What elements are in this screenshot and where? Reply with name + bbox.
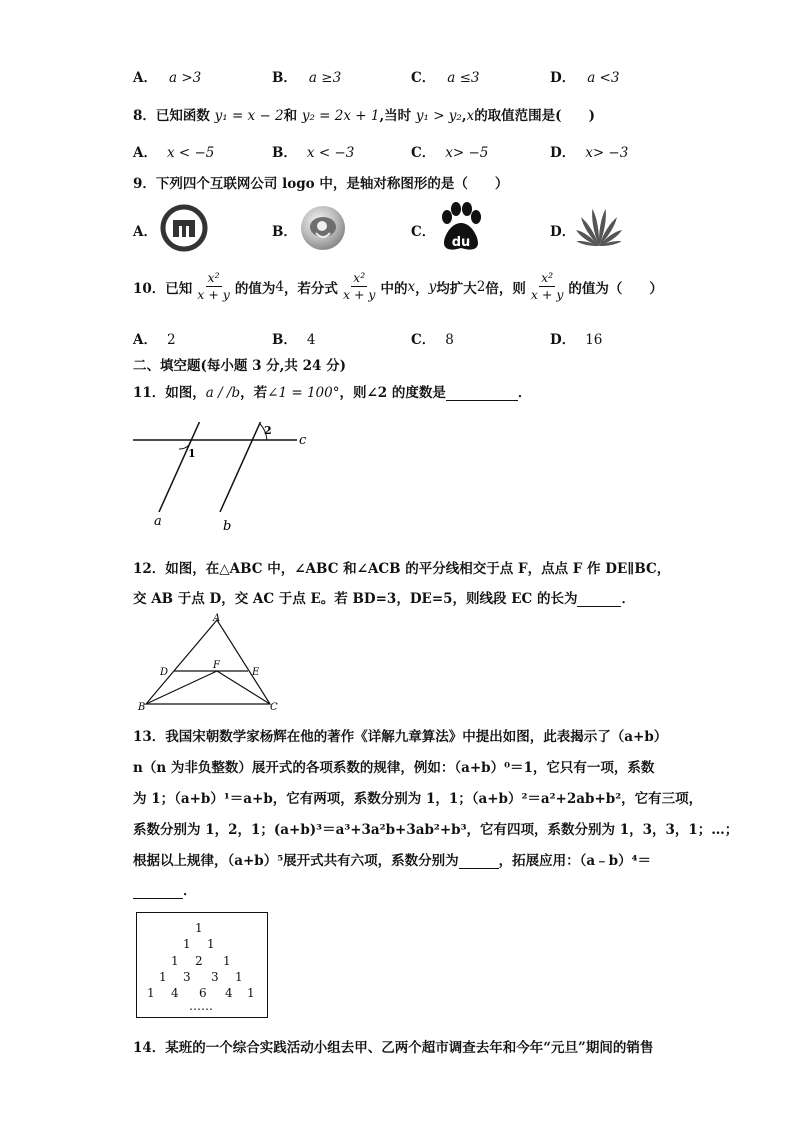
du-text: du [451,235,471,250]
q10-option-a: A． 2 [133,332,176,348]
q8-option-d: D． x> −3 [550,145,629,161]
q10-option-c: C． 8 [411,332,454,348]
tri-r0-c0: 1 [195,921,203,935]
label-F: F [213,660,220,671]
petal-fan-logo-icon [572,204,626,254]
q7-option-d: D． a <3 [550,70,620,86]
q12-line2: 交 AB 于点 D，交 AC 于点 E。若 BD=3，DE=5，则线段 EC 的长为 ． [133,591,635,607]
tri-r2-c2: 1 [223,954,231,968]
m-circle-logo-icon [160,204,208,256]
tri-r4-c4: 1 [247,986,255,1000]
tri-r3-c3: 1 [235,970,243,984]
grey-bubble-logo-icon [298,203,348,257]
tri-r2-c0: 1 [171,954,179,968]
label-b: b [223,519,232,534]
q12-line1: 12．如图，在△ABC 中，∠ABC 和∠ACB 的平分线相交于点 F，点点 F 作 DE∥BC， [133,561,671,577]
q14-line1: 14．某班的一个综合实践活动小组去甲、乙两个超市调查去年和今年“元旦”期间的销售 [133,1040,654,1056]
q13-answer-blank-2 [133,884,183,899]
q13-line5: 根据以上规律，（a+b）⁵展开式共有六项，系数分别为 ，拓展应用：（a﹣b）⁴＝ [133,853,652,869]
tri-r2-c1: 2 [195,954,203,968]
label-C: C [270,702,278,712]
label-B: B [138,702,146,712]
q12-answer-blank [577,592,621,607]
line-b [220,422,264,512]
tri-r3-c2: 3 [211,970,219,984]
q13-line6: ． [133,879,197,899]
q13-line1: 13．我国宋朝数学家杨辉在他的著作《详解九章算法》中提出如图，此表揭示了（a+b） [133,729,668,745]
tri-r3-c1: 3 [183,970,191,984]
tri-r3-c0: 1 [159,970,167,984]
tri-r1-c1: 1 [207,937,215,951]
section-title-fill-blank: 二、填空题(每小题 3 分,共 24 分) [133,358,346,374]
tri-r4-c0: 1 [147,986,155,1000]
triangle-abc [146,620,270,704]
q10-stem: 10．已知 $\frac{\text{x²}}{x + y}$ 的值为 4 ，若分式 $\frac{\text{x²}}{x + y}$ 中的 x ， y 均扩大 2 倍，则 $\frac{\text{x²}}{x + y}$ 的值为（ ） [133,270,663,303]
q13-line4: 系数分别为 1，2，1；(a+b)³＝a³+3a²b+3ab²+b³，它有四项，系数分别为 1，3，3，1；…； [133,822,739,838]
q8-stem: 8．已知函数 y₁ = x − 2和 y₂ = 2x + 1,当时 y₁ > y₂,x的取值范围是( ) [133,108,595,124]
bisector-cf [217,671,270,704]
q7-option-c: C． a ≤3 [411,70,480,86]
q10-option-b: B． 4 [272,332,316,348]
tri-r4-c3: 4 [225,986,233,1000]
q13-line3: 为 1；（a+b）¹＝a+b，它有两项，系数分别为 1，1；（a+b）²＝a²+2ab+b²，它有三项， [133,791,703,807]
bisector-bf [146,671,217,704]
q12-figure [138,612,288,716]
label-2: 2 [264,424,272,437]
q11-figure [133,422,323,538]
tri-r4-c1: 4 [171,986,179,1000]
tri-r4-c2: 6 [199,986,207,1000]
label-A: A [213,613,221,624]
yang-hui-triangle-box [136,912,268,1018]
line-a [159,422,203,512]
q10-fraction-1: $\frac{\text{x²}}{x + y}$ [197,270,230,303]
tri-r1-c0: 1 [183,937,191,951]
paw-du-logo-icon [436,202,486,258]
q9-option-a-letter: A． [133,224,157,240]
q13-line2: n（n 为非负整数）展开式的各项系数的规律，例如：（a+b）⁰＝1，它只有一项，系数 [133,760,655,776]
q9-stem: 9．下列四个互联网公司 logo 中，是轴对称图形的是（ ） [133,176,509,192]
q10-fraction-2: $\frac{\text{x²}}{x + y}$ [342,270,376,303]
q13-answer-blank-1 [459,854,499,869]
label-1: 1 [188,447,196,460]
label-D: D [160,667,169,678]
q11-stem: 11．如图，a / /b，若∠1 = 100°，则∠2 的度数是 ． [133,385,532,401]
q7-option-b: B． a ≥3 [272,70,342,86]
q7-option-a: A． a >3 [133,70,202,86]
q9-option-b-letter: B． [272,224,297,240]
label-a: a [154,514,162,529]
q9-option-d-letter: D． [550,224,576,240]
q8-option-b: B． x < −3 [272,145,355,161]
q10-option-d: D． 16 [550,332,603,348]
label-E: E [252,667,260,678]
tri-ellipsis: …… [189,999,213,1013]
q9-option-c-letter: C． [411,224,436,240]
q8-option-a: A． x < −5 [133,145,215,161]
q8-option-c: C． x> −5 [411,145,489,161]
q10-fraction-3: $\frac{\text{x²}}{x + y}$ [530,270,564,303]
q11-answer-blank [446,386,518,401]
label-c: c [299,433,307,448]
